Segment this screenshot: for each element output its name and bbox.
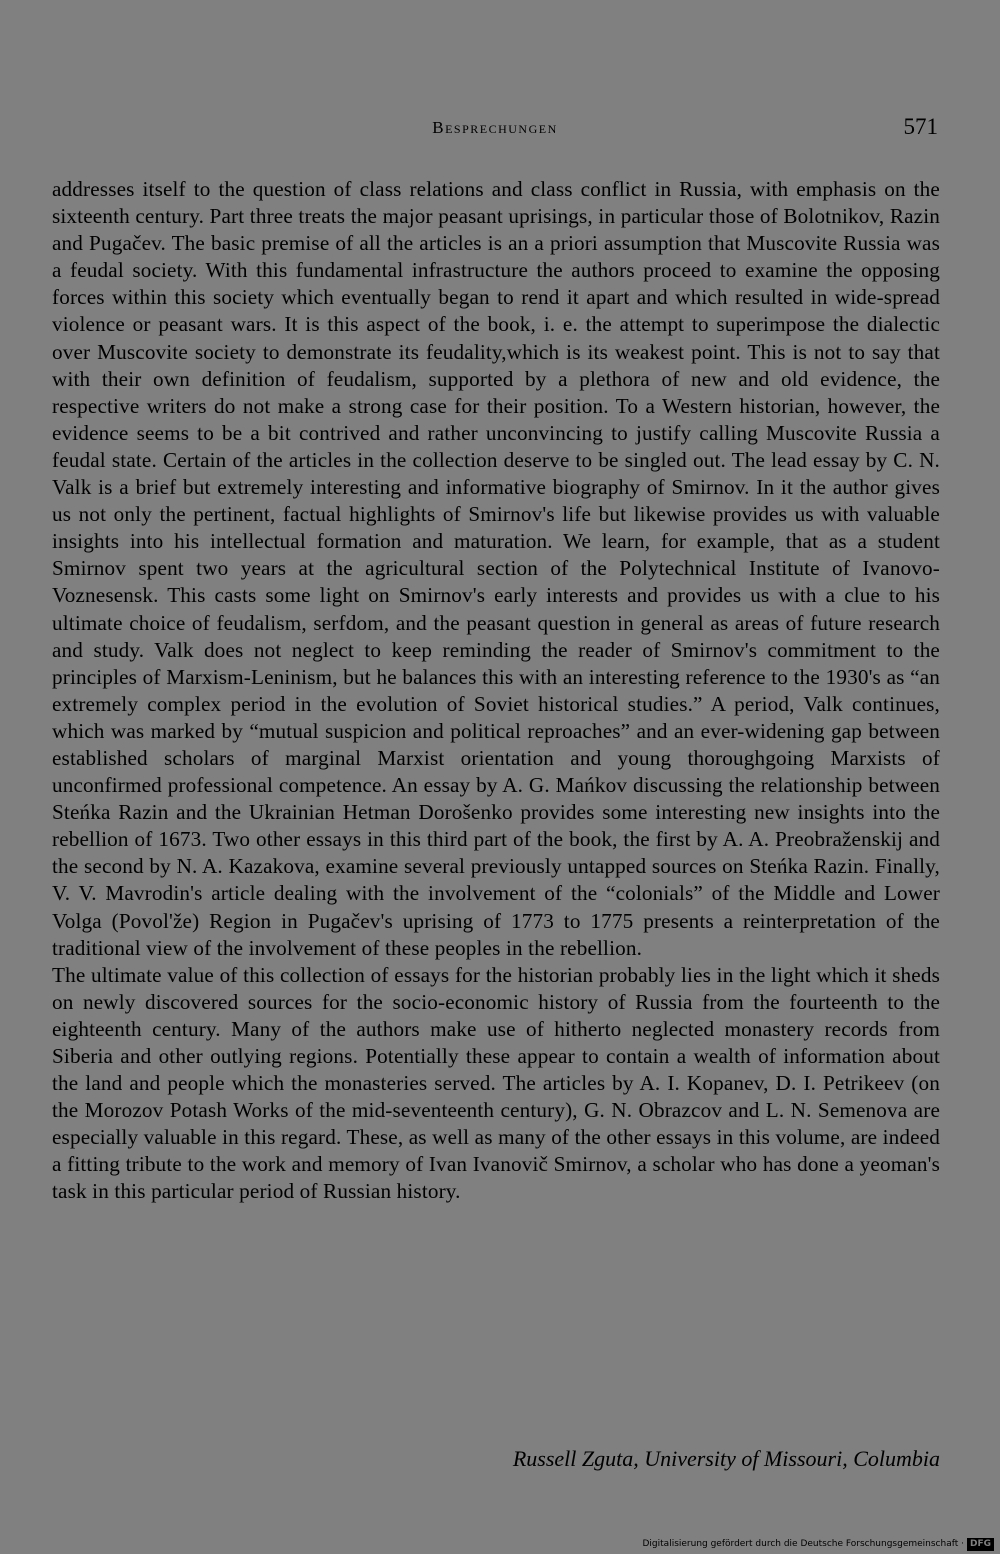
- page-number: 571: [903, 114, 938, 139]
- author-signature: Russell Zguta, University of Missouri, Columbia: [512, 1446, 940, 1471]
- running-title: Besprechungen: [432, 118, 558, 137]
- footer-text: Digitalisierung gefördert durch die Deutsche Forschungsgemeinschaft ·: [642, 1539, 964, 1549]
- digitization-footer: [643, 1536, 995, 1552]
- body-paragraph-1: addresses itself to the question of class relations and class conflict in Russia, with emphasis on the sixteenth century. Part three treats the major peasant uprisings, in particular those of Bolotnikov, Razin and Pugačev. The basic premise of all the articles is an a priori assumption that Muscovite Russia was a feudal society. With this fundamental infrastructure the authors proceed to examine the opposing forces within this society which eventually began to rend it apart and which resulted in wide-spread violence or peasant wars. It is this aspect of the book, i. e. the attempt to superimpose the dialectic over Muscovite society to demonstrate its feudality,which is its weakest point. This is not to say that with their own definition of feudalism, supported by a plethora of new and old evidence, the respective writers do not make a strong case for their position. To a Western historian, however, the evidence seems to be a bit contrived and rather unconvincing to justify calling Muscovite Russia a feudal state. Certain of the articles in the collection deserve to be singled out. The lead essay by C. N. Valk is a brief but extremely interesting and informative biography of Smirnov. In it the author gives us not only the pertinent, factual highlights of Smirnov's life but likewise provides us with valuable insights into his intellectual formation and maturation. We learn, for example, that as a student Smirnov spent two years at the agricultural section of the Polytechnical Institute of Ivanovo-Voznesensk. This casts some light on Smirnov's early interests and provides us with a clue to his ultimate choice of feudalism, serfdom, and the peasant question in general as areas of future research and study. Valk does not neglect to keep reminding the reader of Smirnov's commitment to the principles of Marxism-Leninism, but he balances this with an interesting reference to the 1930's as “an extremely complex period in the evolution of Soviet historical studies.” A period, Valk continues, which was marked by “mutual suspicion and political reproaches” and an ever-widening gap between established scholars of marginal Marxist orientation and young thoroughgoing Marxists of unconfirmed professional competence. An essay by A. G. Mańkov discussing the relationship between Steńka Razin and the Ukrainian Hetman Dorošenko provides some interesting new insights into the rebellion of 1673. Two other essays in this third part of the book, the first by A. A. Preobraženskij and the second by N. A. Kazakova, examine several previously untapped sources on Steńka Razin. Finally, V. V. Mavrodin's article dealing with the involvement of the “colonials” of the Middle and Lower Volga (Povol'že) Region in Pugačev's uprising of 1773 to 1775 presents a reinterpretation of the traditional view of the involvement of these peoples in the rebellion.: [52, 177, 940, 960]
- page-header: [52, 114, 938, 148]
- dfg-logo-icon: DFG: [967, 1538, 994, 1551]
- review-body: [52, 176, 940, 1206]
- body-paragraph-2: The ultimate value of this collection of essays for the historian probably lies in the light which it sheds on newly discovered sources for the socio-economic history of Russia from the fourteenth to the eighteenth century. Many of the authors make use of hitherto neglected monastery records from Siberia and other outlying regions. Potentially these appear to contain a wealth of information about the land and people which the monasteries served. The articles by A. I. Kopanev, D. I. Petrikeev (on the Morozov Potash Works of the mid-seventeenth century), G. N. Obrazcov and L. N. Semenova are especially valuable in this regard. These, as well as many of the other essays in this volume, are indeed a fitting tribute to the work and memory of Ivan Ivanovič Smirnov, a scholar who has done a yeoman's task in this particular period of Russian history.: [52, 962, 940, 1204]
